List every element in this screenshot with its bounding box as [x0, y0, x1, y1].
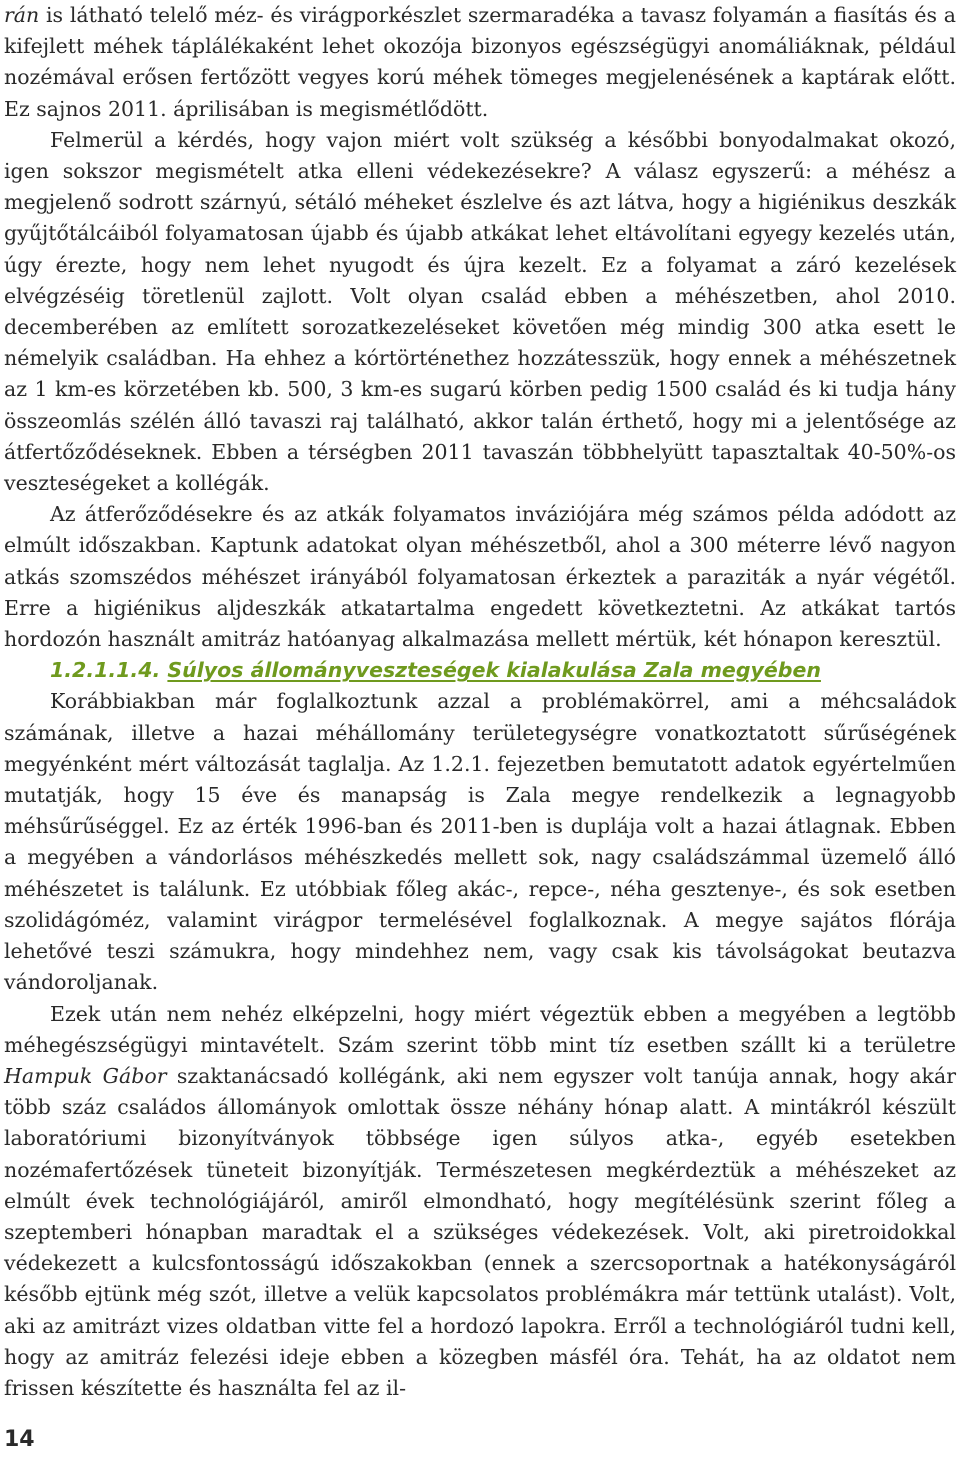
- person-name: Hampuk Gábor: [4, 1063, 167, 1088]
- paragraph-2: Felmerül a kérdés, hogy vajon miért volt szükség a későbbi bonyodalmakat okozó, igen sokszor megismételt atka elleni védekezésekre? A válasz egyszerű: a méhész a megjelenő sodrott szárnyú, sétáló méheket észlelve és azt látva, hogy a higiénikus deszkák gyűjtőtálcáiból folyamatosan újabb és újabb atkákat lehet eltávolítani egyegy kezelés után, úgy érezte, hogy nem lehet nyugodt és újra kezelt. Ez a folyamat a záró kezelések elvégzéséig töretlenül zajlott. Volt olyan család ebben a méhészetben, ahol 2010. decemberében az említett sorozatkezeléseket követően még mindig 300 atka esett le némelyik családban. Ha ehhez a kórtörténethez hozzátesszük, hogy ennek a méhészetnek az 1 km-es körzetében kb. 500, 3 km-es sugarú körben pedig 1500 család és ki tudja hány összeomlás szélén álló tavaszi raj található, akkor talán érthető, hogy mi a jelentősége az átfertőződéseknek. Ebben a térségben 2011 tavaszán többhelyütt tapasztaltak 40-50%-os veszteségeket a kollégák.: [4, 127, 956, 496]
- page-number: 14: [4, 1427, 35, 1452]
- paragraph-4: Korábbiakban már foglalkoztunk azzal a problémakörrel, ami a méhcsaládok számának, illetve a hazai méhállomány területegységre vonatkoztatott sűrűségének megyénként mért változását taglalja. Az 1.2.1. fejezetben bemutatott adatok egyértelműen mutatják, hogy 15 éve és manapság is Zala megye rendelkezik a legnagyobb méhsűrűséggel. Ez az érték 1996-ban és 2011-ben is duplája volt a hazai átlagnak. Ebben a megyében a vándorlásos méhészkedés mellett sok, nagy családszámmal üzemelő álló méhészetet is találunk. Ez utóbbiak főleg akác-, repce-, néha gesztenye-, és sok esetben szolidágóméz, valamint virágpor termelésével foglalkoznak. A megye sajátos flórája lehetővé teszi számukra, hogy mindehhez nem, vagy csak kis távolságokat beutazva vándoroljanak.: [4, 689, 956, 995]
- section-heading: [4, 655, 956, 686]
- paragraph-3: Az átferőződésekre és az atkák folyamatos inváziójára még számos példa adódott az elmúlt időszakban. Kaptunk adatokat olyan méhészetből, ahol a 300 méterre lévő nagyon atkás szomszédos méhészet irányából folyamatosan érkeztek a paraziták a nyár végétől. Erre a higiénikus aljdeszkák atkatartalma engedett következtetni. Az atkákat tartós hordozón használt amitráz hatóanyag alkalmazása mellett mértük, két hónapon keresztül.: [4, 502, 956, 652]
- paragraph-1-text: is látható telelő méz- és virágporkészlet szermaradéka a tavasz folyamán a fiasítás és a kifejlett méhek táplálékaként lehet okozója bizonyos egészségügyi anomáliáknak, például nozémával erősen fertőzött vegyes korú méhek tömeges megjelenésének a kaptárak előtt. Ez sajnos 2011. áprilisában is megismétlődött.: [4, 3, 956, 121]
- paragraph-1-lead: rán: [4, 3, 40, 27]
- paragraph-5-text-before: Ezek után nem nehéz elképzelni, hogy miért végeztük ebben a megyében a legtöbb méhegészségügyi mintavételt. Szám szerint több mint tíz esetben szállt ki a területre: [4, 1001, 956, 1057]
- paragraph-5: [4, 999, 956, 1405]
- section-title: Súlyos állományveszteségek kialakulása Zala megyében: [167, 658, 821, 683]
- paragraph-5-text-after: szaktanácsadó kollégánk, aki nem egyszer volt tanúja annak, hogy akár több száz családos állományok omlottak össze néhány hónap alatt. A mintákról készült laboratóriumi bizonyítványok többsége igen súlyos atka-, egyéb esetekben nozémafertőzések tüneteit bizonyítják. Természetesen megkérdeztük a méhészeket az elmúlt évek technológiájáról, amiről elmondható, hogy megítélésünk szerint főleg a szeptemberi hónapban maradtak el a szükséges védekezések. Volt, aki piretroidokkal védekezett a kulcsfontosságú időszakokban (ennek a szercsoportnak a hatékonyságáról később ejtünk még szót, illetve a velük kapcsolatos problémákra már tettünk utalást). Volt, aki az amitrázt vizes oldatban vitte fel a hordozó lapokra. Erről a technológiáról tudni kell, hogy az amitráz felezési ideje ebben a közegben másfél óra. Tehát, ha az oldatot nem frissen készítette és használta fel az il-: [4, 1063, 957, 1400]
- section-number: 1.2.1.1.4.: [50, 658, 161, 683]
- page-body: [4, 0, 956, 1404]
- paragraph-1: [4, 0, 956, 125]
